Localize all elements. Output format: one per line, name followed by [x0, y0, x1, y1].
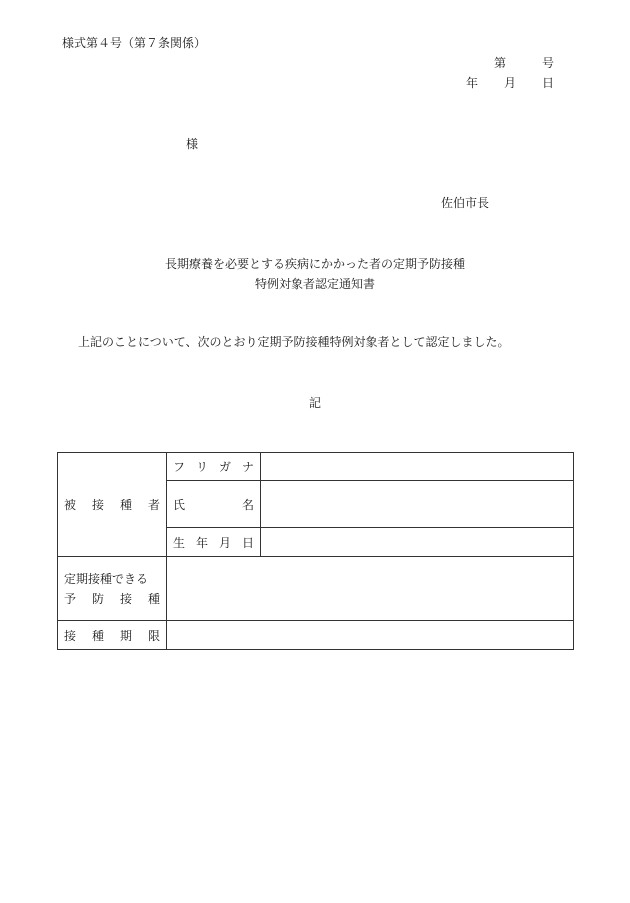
recipient-label-char: 者	[147, 498, 160, 512]
recipient-table	[57, 452, 574, 650]
issuer-name: 佐伯市長	[441, 196, 490, 210]
furigana-row	[58, 453, 574, 481]
vaccination-label-char: 種	[147, 591, 160, 606]
ki-heading: 記	[308, 396, 321, 410]
body-text: 上記のことについて、次のとおり定期予防接種特例対象者として認定しました。	[78, 335, 510, 349]
dob-value-cell[interactable]	[261, 528, 574, 557]
vaccination-label-char: 防	[91, 591, 104, 606]
document-number-line	[494, 54, 554, 71]
recipient-label-cell	[58, 453, 167, 557]
furigana-label-char: フ	[173, 460, 186, 474]
name-value-cell[interactable]	[261, 481, 574, 528]
dob-label-cell	[167, 528, 261, 557]
furigana-value-cell[interactable]	[261, 453, 574, 481]
vaccination-label-char: 接	[119, 591, 132, 606]
name-label-cell	[167, 481, 261, 528]
title-line-2: 特例対象者認定通知書	[254, 277, 375, 291]
title-line-1: 長期療養を必要とする疾病にかかった者の定期予防接種	[164, 257, 465, 271]
deadline-label-cell	[58, 621, 167, 650]
name-label-char: 氏	[173, 497, 186, 512]
deadline-label-char: 種	[91, 628, 104, 643]
form-label: 様式第４号（第７条関係）	[62, 36, 207, 50]
number-suffix: 号	[541, 56, 554, 70]
date-month: 月	[503, 76, 516, 90]
vaccination-value-cell[interactable]	[167, 557, 574, 621]
dob-label-char: 日	[241, 535, 254, 550]
furigana-label-char: ガ	[218, 460, 231, 474]
vaccination-row	[58, 557, 574, 621]
dob-label-char: 年	[195, 535, 208, 550]
date-year: 年	[465, 76, 478, 90]
deadline-label-char: 期	[119, 628, 132, 643]
vaccination-label-line-1: 定期接種できる	[64, 571, 149, 586]
recipient-label-char: 種	[119, 498, 132, 512]
furigana-label-char: リ	[195, 460, 208, 474]
deadline-label-char: 接	[64, 628, 77, 643]
name-label-char: 名	[241, 497, 254, 512]
vaccination-label-cell	[58, 557, 167, 621]
addressee-suffix: 様	[186, 137, 199, 151]
furigana-label-char: ナ	[241, 460, 254, 474]
deadline-value-cell[interactable]	[167, 621, 574, 650]
vaccination-label-char: 予	[64, 591, 77, 606]
deadline-row	[58, 621, 574, 650]
vaccination-label-line-2	[64, 589, 160, 609]
recipient-label-char: 接	[91, 498, 104, 512]
dob-label-char: 月	[218, 535, 231, 550]
furigana-label-cell	[167, 453, 261, 481]
document-title	[0, 254, 630, 294]
date-day: 日	[541, 76, 554, 90]
number-prefix: 第	[493, 56, 506, 70]
deadline-label-char: 限	[147, 628, 160, 643]
date-line	[466, 74, 554, 91]
dob-label-char: 生	[173, 535, 186, 550]
recipient-label-char: 被	[64, 498, 77, 512]
